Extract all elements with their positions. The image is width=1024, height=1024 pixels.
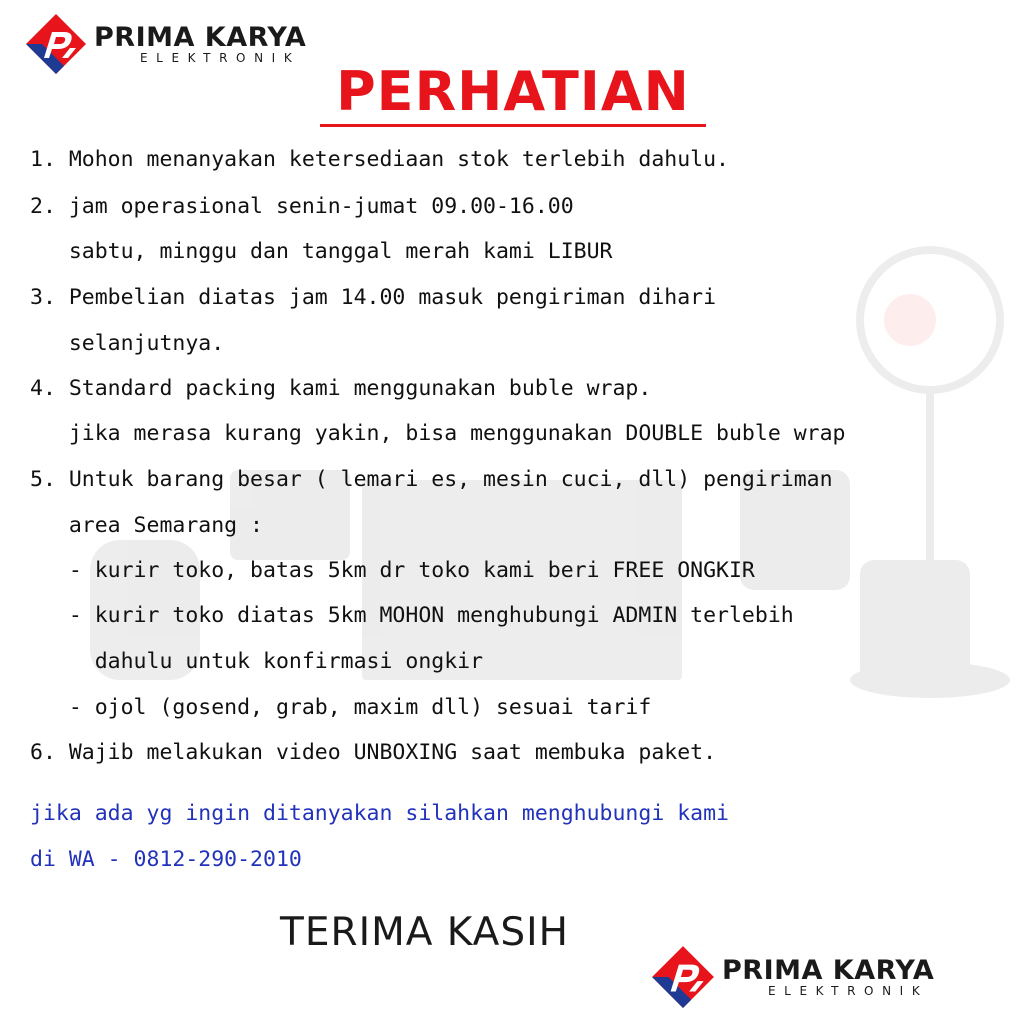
brand-mark-icon [650,944,716,1010]
notice-line: 4. Standard packing kami menggunakan buble wrap. [30,376,652,401]
notice-line: 3. Pembelian diatas jam 14.00 masuk pengiriman dihari [30,285,717,310]
brand-logo-top [24,12,306,76]
brand-name: PRIMA KARYA [94,21,307,53]
notice-line: - ojol (gosend, grab, maxim dll) sesuai tarif [30,695,652,720]
notice-line: 2. jam operasional senin-jumat 09.00-16.00 [30,194,574,219]
notice-line: dahulu untuk konfirmasi ongkir [30,649,484,674]
brand-name: PRIMA KARYA [722,954,935,986]
brand-sub: ELEKTRONIK [768,983,929,998]
notice-line: 6. Wajib melakukan video UNBOXING saat membuka paket. [30,740,717,765]
notice-line: 5. Untuk barang besar ( lemari es, mesin cuci, dll) pengiriman [30,467,833,492]
notice-line: - kurir toko diatas 5km MOHON menghubungi ADMIN terlebih [30,603,794,628]
thanks-text: TERIMA KASIH [280,910,569,955]
brand-mark-icon [24,12,88,76]
notice-line: selanjutnya. [30,331,225,356]
brand-sub: ELEKTRONIK [140,50,301,65]
notice-line: sabtu, minggu dan tanggal merah kami LIBUR [30,239,613,264]
contact-line: jika ada yg ingin ditanyakan silahkan menghubungi kami [30,801,729,826]
notice-line: 1. Mohon menanyakan ketersediaan stok terlebih dahulu. [30,147,729,172]
brand-logo-bottom [650,944,934,1010]
notice-line: jika merasa kurang yakin, bisa menggunakan DOUBLE buble wrap [30,421,846,446]
page-title: PERHATIAN [320,60,706,127]
notice-line: - kurir toko, batas 5km dr toko kami beri FREE ONGKIR [30,558,755,583]
contact-phone: di WA - 0812-290-2010 [30,847,302,872]
notice-line: area Semarang : [30,513,263,538]
